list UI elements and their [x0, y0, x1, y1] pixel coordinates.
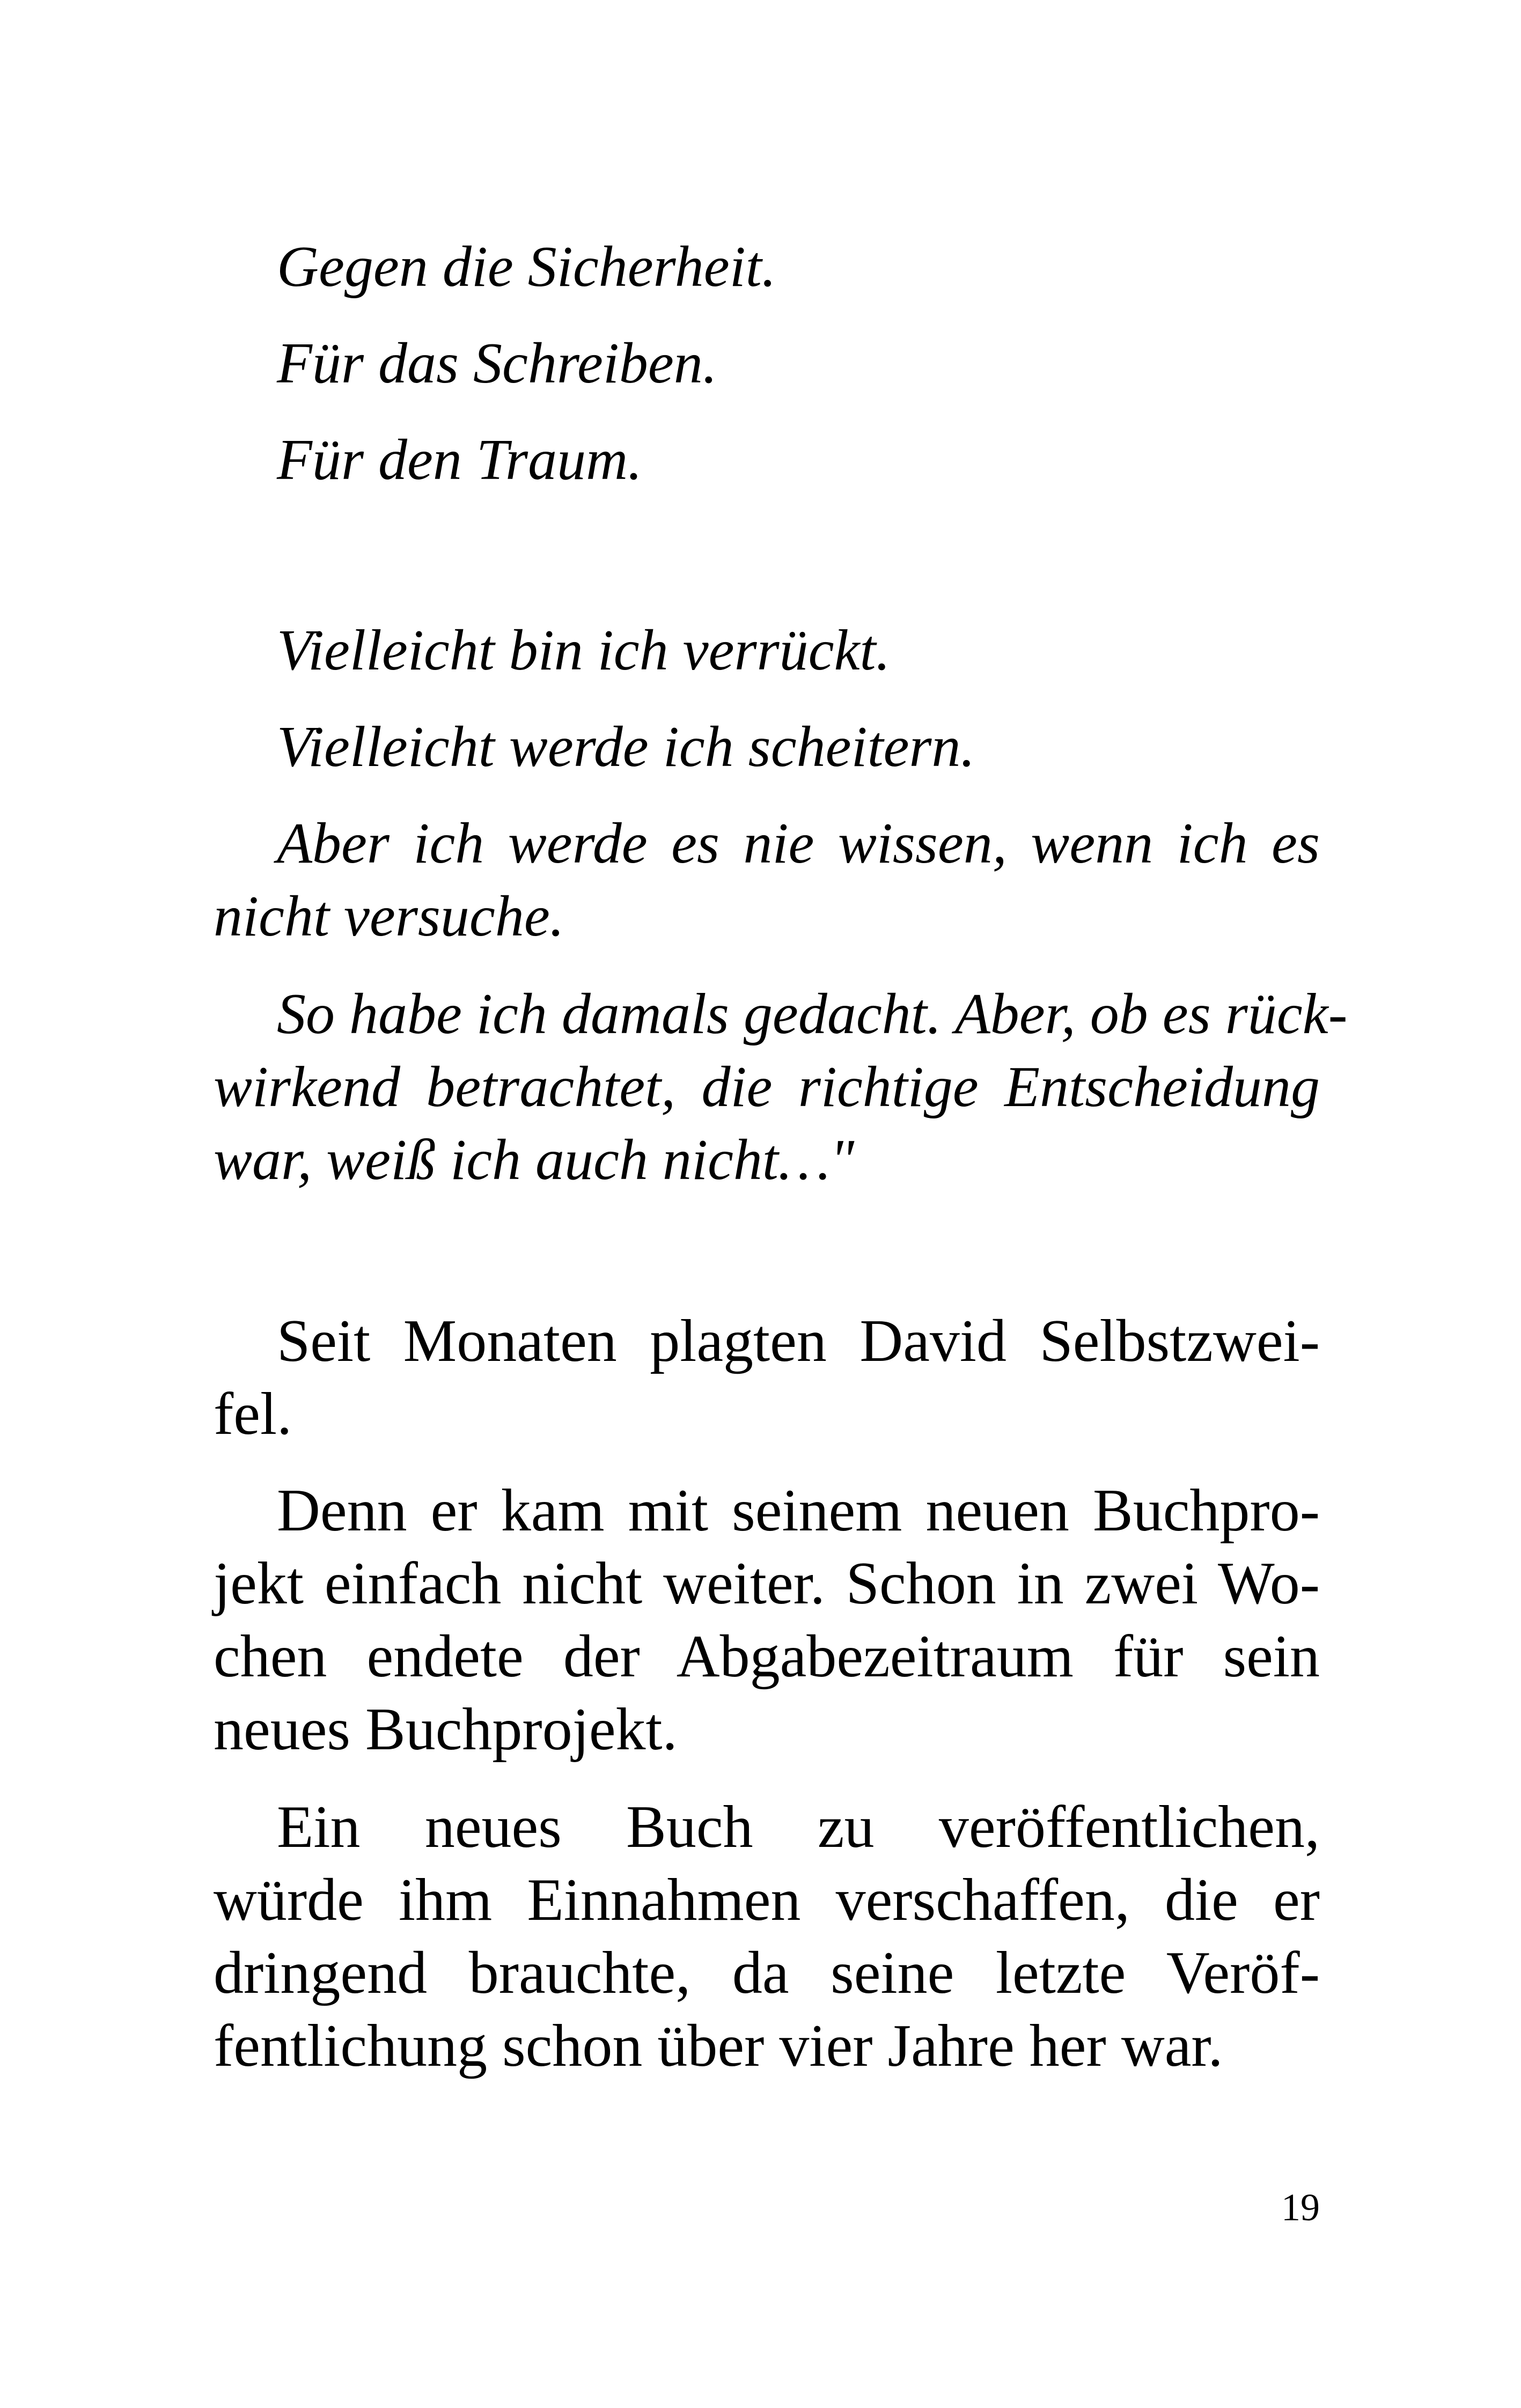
body-paragraph-line: dringend brauchte, da seine letzte Veröf-: [214, 1940, 1320, 2006]
body-paragraph-line: fentlichung schon über vier Jahre her war.: [214, 2013, 1223, 2079]
body-paragraph-line: würde ihm Einnahmen verschaffen, die er: [214, 1867, 1320, 1933]
body-paragraph-line: neues Buchprojekt.: [214, 1696, 678, 1763]
body-paragraph-line: chen endete der Abgabezeitraum für sein: [214, 1623, 1320, 1690]
poem-line: Für den Traum.: [277, 428, 643, 492]
body-paragraph-line: jekt einfach nicht weiter. Schon in zwei Wo-: [214, 1550, 1320, 1617]
poem-line: Vielleicht werde ich scheitern.: [277, 715, 975, 779]
page-number: 19: [1281, 2186, 1320, 2229]
italic-paragraph-line: So habe ich damals gedacht. Aber, ob es rück-: [277, 982, 1348, 1046]
italic-paragraph-line: nicht versuche.: [214, 885, 564, 948]
body-paragraph-line: Seit Monaten plagten David Selbstzwei-: [277, 1308, 1320, 1374]
body-paragraph-line: fel.: [214, 1381, 292, 1447]
poem-line: Vielleicht bin ich verrückt.: [277, 618, 891, 682]
italic-paragraph-line: wirkend betrachtet, die richtige Entscheidung: [214, 1055, 1320, 1119]
poem-line: Für das Schreiben.: [277, 332, 717, 395]
italic-paragraph-line: war, weiß ich auch nicht…": [214, 1128, 855, 1192]
body-paragraph-line: Ein neues Buch zu veröffentlichen,: [277, 1794, 1320, 1860]
body-paragraph-line: Denn er kam mit seinem neuen Buchpro-: [277, 1477, 1320, 1544]
italic-paragraph-line: Aber ich werde es nie wissen, wenn ich es: [277, 812, 1320, 875]
poem-line: Gegen die Sicherheit.: [277, 235, 776, 299]
